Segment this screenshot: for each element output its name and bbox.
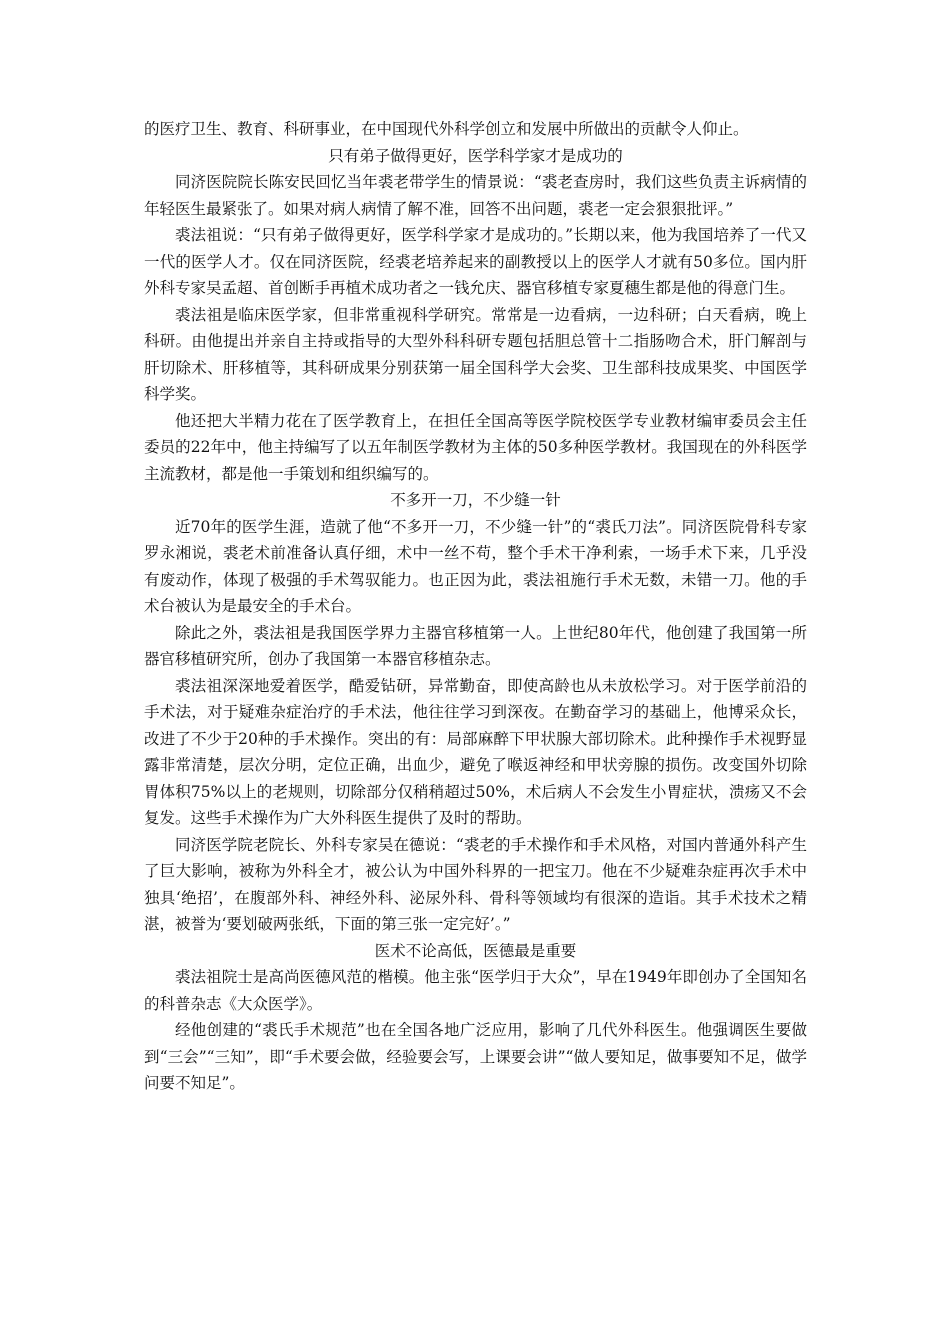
paragraph: 同济医院院长陈安民回忆当年裘老带学生的情景说：“裘老查房时，我们这些负责主诉病情的年轻医生最紧张了。如果对病人病情了解不准，回答不出问题，裘老一定会狠狠批评。” xyxy=(144,173,807,218)
paragraph: 裘法祖是临床医学家，但非常重视科学研究。常常是一边看病，一边科研；白天看病，晚上科研。由他提出并亲自主持或指导的大型外科科研专题包括胆总管十二指肠吻合术，肝门解剖与肝切除术、肝移植等，其科研成果分别获第一届全国科学大会奖、卫生部科技成果奖、中国医学科学奖。 xyxy=(144,305,807,403)
paragraph: 他还把大半精力花在了医学教育上，在担任全国高等医学院校医学专业教材编审委员会主任委员的22年中，他主持编写了以五年制医学教材为主体的50多种医学教材。我国现在的外科医学主流教材，都是他一手策划和组织编写的。 xyxy=(144,411,807,483)
paragraph: 经他创建的“裘氏手术规范”也在全国各地广泛应用，影响了几代外科医生。他强调医生要做到“三会”“三知”，即“手术要会做，经验要会写，上课要会讲”“做人要知足，做事要知不足，做学问要不知足”。 xyxy=(144,1021,807,1092)
paragraph: 裘法祖深深地爱着医学，酷爱钻研，异常勤奋，即使高龄也从未放松学习。对于医学前沿的手术法，对于疑难杂症治疗的手术法，他往往学习到深夜。在勤奋学习的基础上，他博采众长，改进了不少于20种的手术操作。突出的有：局部麻醉下甲状腺大部切除术。此种操作手术视野显露非常清楚，层次分明，定位正确，出血少，避免了喉返神经和甲状旁腺的损伤。改变国外切除胃体积75%以上的老规则，切除部分仅稍稍超过50%，术后病人不会发生小胃症状，溃疡又不会复发。这些手术操作为广大外科医生提供了及时的帮助。 xyxy=(144,676,807,827)
paragraph: 裘法祖说：“只有弟子做得更好，医学科学家才是成功的。”长期以来，他为我国培养了一代又一代的医学人才。仅在同济医院，经裘老培养起来的副教授以上的医学人才就有50多位。国内肝外科专家吴孟超、首创断手再植术成功者之一钱允庆、器官移植专家夏穗生都是他的得意门生。 xyxy=(144,226,807,297)
paragraph: 近70年的医学生涯，造就了他“不多开一刀，不少缝一针”的“裘氏刀法”。同济医院骨科专家罗永湘说，裘老术前准备认真仔细，术中一丝不苟，整个手术干净利索，一场手术下来，几乎没有废动作，体现了极强的手术驾驭能力。也正因为此，裘法祖施行手术无数，未错一刀。他的手术台被认为是最安全的手术台。 xyxy=(144,517,807,615)
paragraph: 裘法祖院士是高尚医德风范的楷模。他主张“医学归于大众”，早在1949年即创办了全国知名的科普杂志《大众医学》。 xyxy=(144,968,807,1013)
paragraph-continuation: 的医疗卫生、教育、科研事业，在中国现代外科学创立和发展中所做出的贡献令人仰止。 xyxy=(144,120,749,138)
paragraph: 除此之外，裘法祖是我国医学界力主器官移植第一人。上世纪80年代，他创建了我国第一所器官移植研究所，创办了我国第一本器官移植杂志。 xyxy=(144,623,807,668)
section-heading-disciples: 只有弟子做得更好，医学科学家才是成功的 xyxy=(328,146,623,165)
paragraph: 同济医学院老院长、外科专家吴在德说：“裘老的手术操作和手术风格，对国内普通外科产生了巨大影响，被称为外科全才，被公认为中国外科界的一把宝刀。他在不少疑难杂症再次手术中独具‘绝招’，在腹部外科、神经外科、泌尿外科、骨科等领域均有很深的造诣。其手术技术之精湛，被誉为‘要划破两张纸，下面的第三张一定完好’。” xyxy=(144,835,807,933)
section-heading-surgery: 不多开一刀，不少缝一针 xyxy=(390,491,561,509)
section-heading-ethics: 医术不论高低，医德最是重要 xyxy=(374,941,577,960)
document-page xyxy=(144,116,807,1097)
